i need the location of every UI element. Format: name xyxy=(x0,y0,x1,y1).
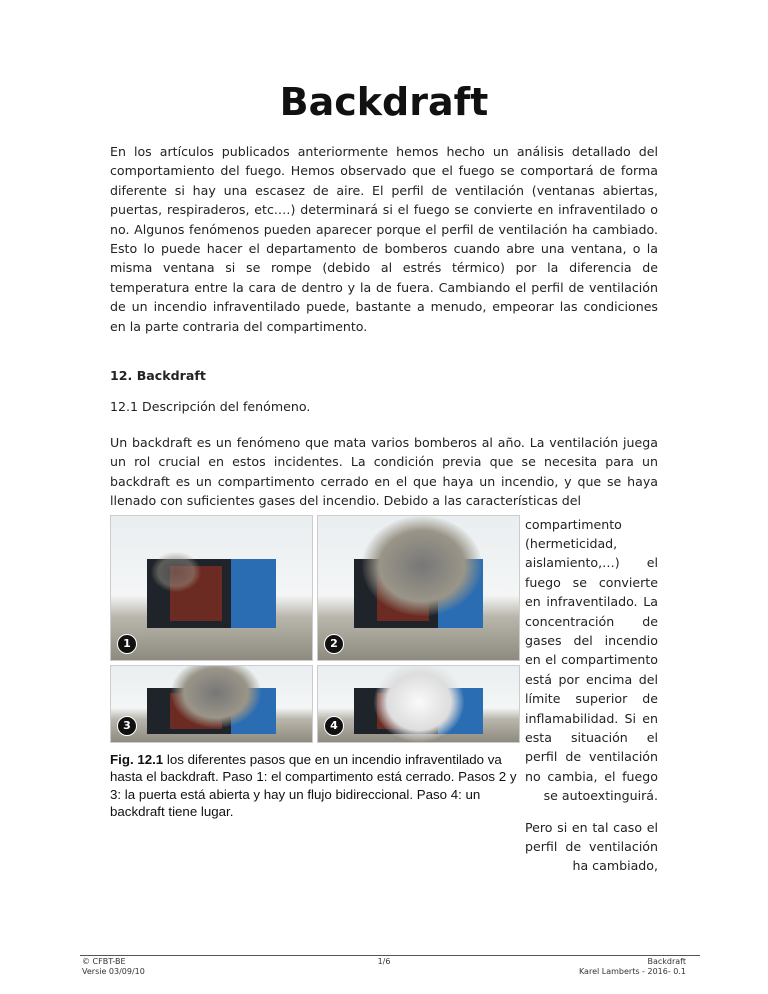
body-paragraph: Un backdraft es un fenómeno que mata varios bomberos al año. La ventilación juega un rol crucial en estos incidentes. La condición previa que se necesita para un backdraft es un compartimento cerrado en el que haya un incendio, y que se haya llenado con suficientes gases del incendio. Debido a las características del xyxy=(110,434,658,509)
photo-step-3 xyxy=(110,665,313,743)
footer-version: Versie 03/09/10 xyxy=(82,967,145,976)
footer-copyright: © CFBT-BE xyxy=(82,957,126,966)
page-number: 1/6 xyxy=(377,957,391,966)
step-badge: 4 xyxy=(324,716,344,736)
figure-backdraft-steps xyxy=(110,515,520,743)
caption-label: Fig. 12.1 xyxy=(110,751,164,767)
side-text-1: compartimento (hermeticidad, aislamiento,…) el fuego se convierte en infraventilado. La concentración de gases del incendio en el compartimento está por encima del límite superior de inflamabilidad. Si en esta situación el perfil de ventilación no cambia, el fuego se autoextinguirá. xyxy=(525,516,658,804)
step-badge: 2 xyxy=(324,634,344,654)
caption-text: los diferentes pasos que en un incendio infraventilado va hasta el backdraft. Paso 1: el compartimento está cerrado. Pasos 2 y 3: la puerta está abierta y hay un flujo bidireccional. Paso 4: un backdraft tiene lugar. xyxy=(110,751,517,819)
photo-step-4 xyxy=(317,665,520,743)
page-title: Backdraft xyxy=(279,80,489,124)
footer-left xyxy=(82,957,145,977)
footer-divider xyxy=(80,955,700,956)
section-heading: 12. Backdraft xyxy=(110,368,206,384)
step-badge: 1 xyxy=(117,634,137,654)
footer-doc-title: Backdraft xyxy=(647,957,686,966)
side-text-2: Pero si en tal caso el perfil de ventilación ha cambiado, xyxy=(525,819,658,874)
figure-column xyxy=(110,515,520,821)
figure-row xyxy=(110,515,658,876)
figure-caption xyxy=(110,751,520,821)
footer-right xyxy=(579,957,686,977)
side-column xyxy=(525,515,658,876)
page-content xyxy=(110,78,658,876)
photo-step-2 xyxy=(317,515,520,661)
footer-author: Karel Lamberts - 2016- 0.1 xyxy=(578,967,686,976)
step-badge: 3 xyxy=(117,716,137,736)
subsection-heading: 12.1 Descripción del fenómeno. xyxy=(110,399,311,415)
intro-paragraph: En los artículos publicados anteriormente hemos hecho un análisis detallado del comportamiento del fuego. Hemos observado que el fuego se comportará de forma diferente si hay una escasez de aire. El perfil de ventilación (ventanas abiertas, puertas, respiraderos, etc.…) determinará si el fuego se convierte en infraventilado o no. Algunos fenómenos pueden aparecer porque el perfil de ventilación ha cambiado. Esto lo puede hacer el departamento de bomberos cuando abre una ventana, o la misma ventana si se rompe (debido al estrés térmico) por la diferencia de temperatura entre la cara de dentro y la de fuera. Cambiando el perfil de ventilación de un incendio infraventilado puede, bastante a menudo, empeorar las condiciones en la parte contraria del compartimento. xyxy=(110,144,658,334)
photo-step-1 xyxy=(110,515,313,661)
